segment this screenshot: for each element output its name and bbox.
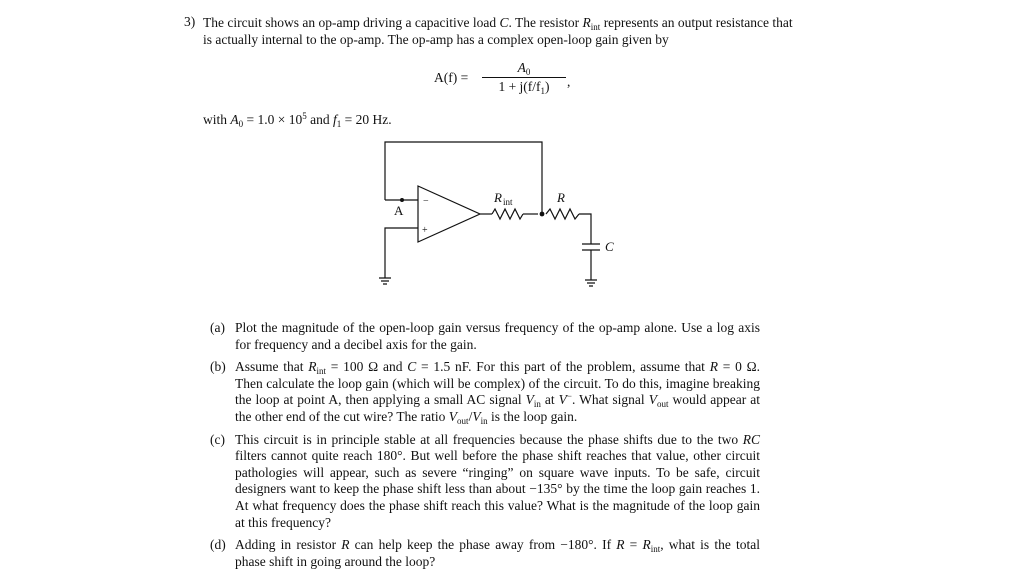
part-text: = xyxy=(624,537,643,553)
var-v: V xyxy=(472,408,481,424)
sub-int: int xyxy=(590,22,601,32)
problem-number: 3) xyxy=(184,14,196,29)
sub-0: 0 xyxy=(238,119,244,129)
part-label: (a) xyxy=(210,320,225,335)
var-r: R xyxy=(308,359,317,375)
part-text: = 0 Ω. Then calculate the loop gain (which will be complex) of the circuit. To do this, imagine breaking the loop at point A, then applying a small AC signal xyxy=(235,359,760,408)
equation-numerator xyxy=(482,60,566,76)
part-text: Adding in resistor xyxy=(235,537,342,553)
sub-in: in xyxy=(480,415,488,426)
with-text: with xyxy=(203,112,231,127)
ground-symbol-left xyxy=(379,278,391,284)
with-text: and xyxy=(306,112,333,127)
output-node-dot xyxy=(540,212,545,217)
part-label: (c) xyxy=(210,431,225,447)
c-label: C xyxy=(605,239,614,254)
part-text: = 100 Ω and xyxy=(326,359,408,375)
var-v: V xyxy=(448,408,458,424)
sub-1: 1 xyxy=(336,119,342,129)
part-label: (d) xyxy=(210,537,226,553)
var-v: V xyxy=(558,392,567,408)
sup-minus: − xyxy=(566,391,572,402)
r-resistor xyxy=(546,209,579,219)
sub-in: in xyxy=(533,399,541,410)
var-rc: RC xyxy=(742,431,760,447)
part-text: Assume that xyxy=(235,359,309,375)
rint-label: R xyxy=(494,190,502,205)
problem-parts xyxy=(210,320,760,576)
part-a xyxy=(210,320,760,353)
var-a: A xyxy=(230,112,239,127)
var-f: f xyxy=(333,112,337,127)
r-label: R xyxy=(557,190,565,205)
equation-lhs: A(f) = xyxy=(434,70,469,85)
equation-fraction xyxy=(482,60,566,95)
sub-out: out xyxy=(457,415,469,426)
num-sub: 0 xyxy=(525,67,531,77)
part-b xyxy=(210,359,760,425)
var-v: V xyxy=(648,392,657,408)
intro-text: . The resistor xyxy=(508,15,583,30)
sub-int: int xyxy=(316,366,327,377)
part-c xyxy=(210,432,760,532)
ground-symbol-right xyxy=(585,280,597,286)
noninverting-input-wire xyxy=(385,228,418,278)
equation-denominator xyxy=(482,79,566,95)
part-text: , what is the total phase shift in going around the loop? xyxy=(235,537,760,569)
problem-intro xyxy=(203,14,803,48)
node-a-dot xyxy=(400,198,404,202)
part-text: . What signal xyxy=(572,392,649,408)
sub-out: out xyxy=(656,399,669,410)
rint-label-sub: int xyxy=(503,197,513,207)
fraction-bar xyxy=(482,77,566,78)
r-to-cap-wire xyxy=(579,214,591,244)
part-text: = 1.5 nF. For this part of the problem, assume that xyxy=(416,359,710,375)
sub-int: int xyxy=(650,544,661,555)
with-text: = 1.0 × 10 xyxy=(243,112,303,127)
plus-sign: + xyxy=(422,225,428,236)
part-text: is the loop gain. xyxy=(487,408,578,424)
intro-text: represents an output resistance that is actually internal to the op-amp. The op-amp has a complex open-loop gain given by xyxy=(203,15,793,47)
part-text: Plot the magnitude of the open-loop gain versus frequency of the op-amp alone. Use a log axis for frequency and a decibel axis for the gain. xyxy=(235,320,760,352)
var-r: R xyxy=(642,537,651,553)
circuit-diagram xyxy=(370,140,630,300)
part-text: would appear at the other end of the cut wire? The ratio xyxy=(235,392,760,424)
den-end: ) xyxy=(545,79,550,94)
var-r: R xyxy=(341,537,350,553)
part-label: (b) xyxy=(210,359,226,375)
num-a: A xyxy=(517,60,526,75)
var-r: R xyxy=(582,15,591,30)
node-a-label: A xyxy=(394,203,404,218)
den-text: 1 + j(f/f xyxy=(498,79,541,94)
given-values xyxy=(203,112,392,128)
rint-resistor xyxy=(492,209,523,219)
part-d xyxy=(210,537,760,570)
part-text: filters cannot quite reach 180°. But well before the phase shift reaches that value, other circuit pathologies will appear, such as severe “ringing” on square wave inputs. To be safe, circuit designers want to keep the phase shift less than about −135° by the time the loop gain reaches 1. At what frequency does the phase shift reach this value? What is the magnitude of the loop gain at this frequency? xyxy=(235,448,760,530)
feedback-wire xyxy=(385,142,542,213)
equation-comma: , xyxy=(567,74,571,89)
intro-text: The circuit shows an op-amp driving a capacitive load xyxy=(203,15,500,30)
den-sub: 1 xyxy=(540,86,546,96)
part-text: This circuit is in principle stable at all frequencies because the phase shifts due to the two xyxy=(235,431,743,447)
var-r: R xyxy=(709,359,718,375)
part-text: can help keep the phase away from −180°. If xyxy=(349,537,617,553)
exp-5: 5 xyxy=(302,111,307,121)
var-c: C xyxy=(499,15,509,30)
part-text: / xyxy=(468,408,473,424)
var-r: R xyxy=(616,537,625,553)
with-text: = 20 Hz. xyxy=(341,112,392,127)
minus-sign: − xyxy=(423,196,429,207)
var-v: V xyxy=(525,392,534,408)
part-text: at xyxy=(540,392,559,408)
var-c: C xyxy=(407,359,417,375)
